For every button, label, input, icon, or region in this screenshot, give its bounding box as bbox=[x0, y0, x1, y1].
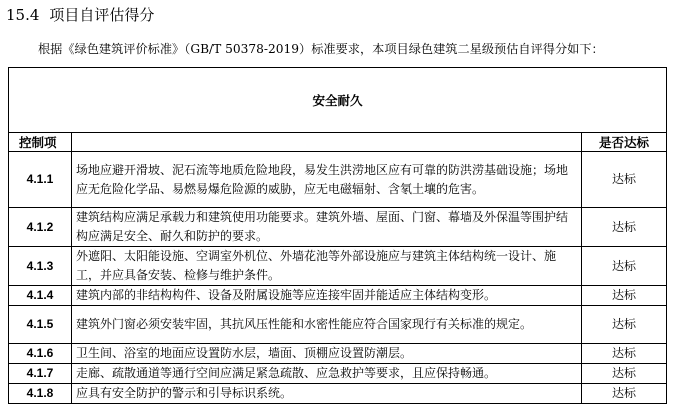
row-text: 卫生间、浴室的地面应设置防水层，墙面、顶棚应设置防潮层。 bbox=[72, 344, 582, 364]
row-result: 达标 bbox=[582, 384, 667, 404]
section-heading bbox=[6, 4, 154, 25]
row-result: 达标 bbox=[582, 344, 667, 364]
row-text: 应具有安全防护的警示和引导标识系统。 bbox=[72, 384, 582, 404]
score-table bbox=[8, 67, 667, 404]
table-row bbox=[9, 306, 667, 344]
row-text: 建筑外门窗必须安装牢固，其抗风压性能和水密性能应符合国家现行有关标准的规定。 bbox=[72, 306, 582, 344]
table-row bbox=[9, 384, 667, 404]
row-text: 场地应避开滑坡、泥石流等地质危险地段，易发生洪涝地区应有可靠的防洪涝基础设施；场地应无危险化学品、易燃易爆危险源的威胁，应无电磁辐射、含氡土壤的危害。 bbox=[72, 152, 582, 208]
row-result: 达标 bbox=[582, 152, 667, 208]
row-id: 4.1.8 bbox=[9, 384, 72, 404]
table-row bbox=[9, 344, 667, 364]
row-result: 达标 bbox=[582, 306, 667, 344]
header-blank bbox=[72, 133, 582, 152]
table-row bbox=[9, 208, 667, 247]
row-text: 建筑内部的非结构构件、设备及附属设施等应连接牢固并能适应主体结构变形。 bbox=[72, 286, 582, 306]
table-row bbox=[9, 152, 667, 208]
row-result: 达标 bbox=[582, 286, 667, 306]
header-compliance: 是否达标 bbox=[582, 133, 667, 152]
row-id: 4.1.7 bbox=[9, 364, 72, 384]
row-id: 4.1.3 bbox=[9, 247, 72, 286]
header-control-item: 控制项 bbox=[9, 133, 72, 152]
row-text: 建筑结构应满足承载力和建筑使用功能要求。建筑外墙、屋面、门窗、幕墙及外保温等围护结构应满足安全、耐久和防护的要求。 bbox=[72, 208, 582, 247]
intro-paragraph: 根据《绿色建筑评价标准》（GB/T 50378-2019）标准要求，本项目绿色建筑二星级预估自评得分如下： bbox=[38, 42, 604, 56]
section-title: 项目自评估得分 bbox=[49, 6, 155, 24]
row-result: 达标 bbox=[582, 364, 667, 384]
row-id: 4.1.4 bbox=[9, 286, 72, 306]
row-id: 4.1.5 bbox=[9, 306, 72, 344]
row-id: 4.1.6 bbox=[9, 344, 72, 364]
table-row bbox=[9, 247, 667, 286]
table-row bbox=[9, 364, 667, 384]
row-result: 达标 bbox=[582, 247, 667, 286]
row-id: 4.1.1 bbox=[9, 152, 72, 208]
table-header-row bbox=[9, 133, 667, 152]
section-number: 15.4 bbox=[6, 6, 40, 24]
row-text: 走廊、疏散通道等通行空间应满足紧急疏散、应急救护等要求，且应保持畅通。 bbox=[72, 364, 582, 384]
row-id: 4.1.2 bbox=[9, 208, 72, 247]
row-text: 外遮阳、太阳能设施、空调室外机位、外墙花池等外部设施应与建筑主体结构统一设计、施工，并应具备安装、检修与维护条件。 bbox=[72, 247, 582, 286]
table-section-title: 安全耐久 bbox=[9, 68, 667, 133]
table-row bbox=[9, 286, 667, 306]
row-result: 达标 bbox=[582, 208, 667, 247]
